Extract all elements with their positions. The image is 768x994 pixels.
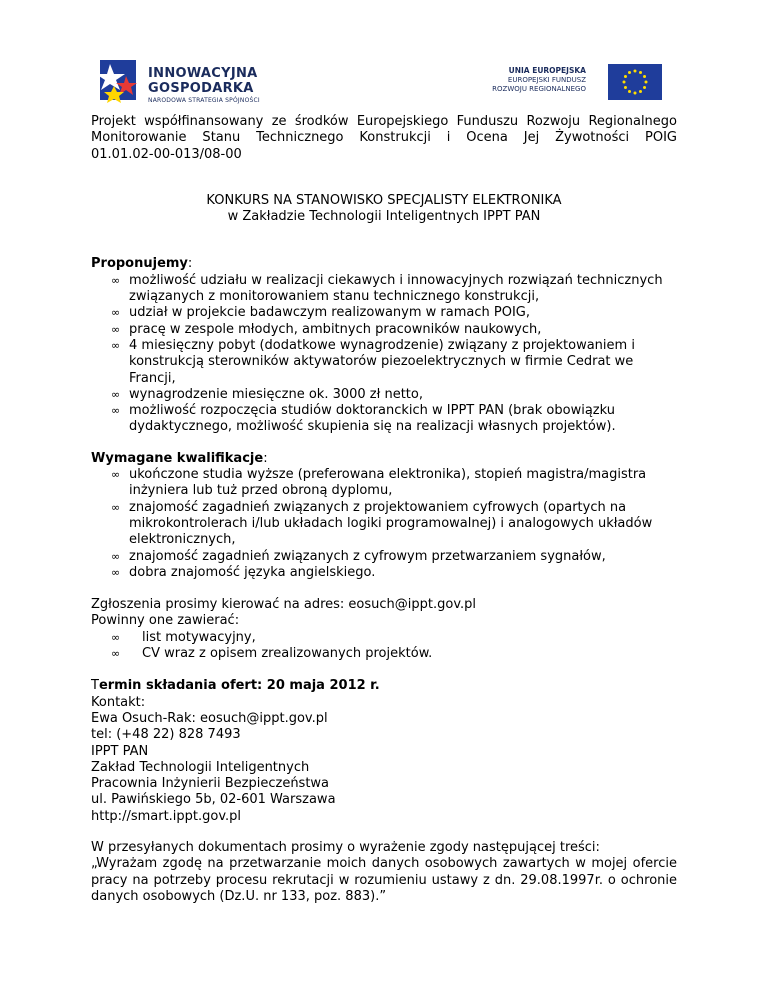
title-line1: KONKURS NA STANOWISKO SPECJALISTY ELEKTRONIKA: [206, 192, 562, 208]
contact-department: Zakład Technologii Inteligentnych: [91, 759, 310, 775]
contact-lab: Pracownia Inżynierii Bezpieczeństwa: [91, 776, 330, 792]
list-item-text: możliwość rozpoczęcia studiów doktoranckich w IPPT PAN (brak obowiązku dydaktycznego, możliwość skupienia się na realizacji własnych projektów).: [129, 403, 616, 435]
application-list: [91, 630, 677, 663]
eu-star-icon: [639, 90, 642, 93]
list-item: [91, 387, 677, 403]
list-item: [91, 565, 677, 581]
eu-star-icon: [628, 71, 631, 74]
eu-flag-icon: [608, 64, 662, 100]
ig-subtitle: NARODOWA STRATEGIA SPÓJNOŚCI: [148, 97, 260, 104]
requirements-heading: Wymagane kwalifikacje: [91, 450, 264, 466]
list-item: [91, 322, 677, 338]
intro-line1: Projekt współfinansowany ze środków Europejskiego Funduszu Rozwoju Regionalnego: [91, 114, 677, 129]
header-logos: [90, 52, 678, 112]
requirements-list: [91, 467, 677, 581]
list-item-text: wynagrodzenie miesięczne ok. 3000 zł netto,: [129, 386, 423, 402]
list-item-text: 4 miesięczny pobyt (dodatkowe wynagrodzenie) związany z projektowaniem i konstrukcją sterowników aktywatorów piezoelektrycznych w firmie Cedrat we Francji,: [129, 337, 635, 386]
offer-heading: Proponujemy: [91, 256, 188, 272]
contact-address: ul. Pawińskiego 5b, 02-601 Warszawa: [91, 792, 336, 808]
bullet-icon: ∞: [111, 630, 121, 644]
ig-title-line1: INNOWACYJNA: [148, 66, 258, 81]
contact-person: Ewa Osuch-Rak: eosuch@ippt.gov.pl: [91, 710, 328, 726]
eu-star-icon: [624, 75, 627, 78]
deadline-text: ermin składania ofert: 20 maja 2012 r.: [98, 678, 380, 694]
document-body: [91, 114, 677, 905]
list-item: [91, 500, 677, 549]
list-item: [91, 467, 677, 500]
eu-fund-line1: EUROPEJSKI FUNDUSZ: [507, 76, 586, 84]
list-item: [91, 630, 677, 646]
contact-website: http://smart.ippt.gov.pl: [91, 808, 242, 824]
list-item-text: znajomość zagadnień związanych z cyfrowym przetwarzaniem sygnałów,: [129, 548, 606, 564]
eu-star-icon: [634, 92, 637, 95]
offer-heading-row: [91, 256, 677, 272]
list-item-text: CV wraz z opisem zrealizowanych projektów.: [142, 646, 433, 662]
application-line2: Powinny one zawierać:: [91, 613, 240, 629]
requirements-heading-row: [91, 451, 677, 467]
bullet-icon: ∞: [111, 338, 121, 352]
offer-list: [91, 273, 677, 436]
contact-label: Kontakt:: [91, 694, 146, 710]
list-item: [91, 403, 677, 436]
contact-phone: tel: (+48 22) 828 7493: [91, 727, 241, 743]
eu-star-icon: [643, 86, 646, 89]
eu-star-icon: [628, 90, 631, 93]
intro-line2: Monitorowanie Stanu Technicznego Konstrukcji i Ocena Jej Żywotności POIG: [91, 130, 677, 146]
list-item-text: możliwość udziału w realizacji ciekawych i innowacyjnych rozwiązań technicznych związanych z monitorowaniem stanu technicznego konstrukcji,: [129, 272, 663, 305]
bullet-icon: ∞: [111, 500, 121, 514]
bullet-icon: ∞: [111, 565, 121, 579]
bullet-icon: ∞: [111, 322, 121, 336]
eu-fund-line2: ROZWOJU REGIONALNEGO: [492, 85, 586, 93]
list-item-text: ukończone studia wyższe (preferowana elektronika), stopień magistra/magistra inżyniera lub tuż przed obroną dyplomu,: [129, 467, 647, 499]
application-line1: Zgłoszenia prosimy kierować na adres: eosuch@ippt.gov.pl: [91, 597, 476, 613]
eu-title: UNIA EUROPEJSKA: [508, 66, 586, 75]
eu-star-icon: [634, 70, 637, 73]
list-item: [91, 305, 677, 321]
title-line2: w Zakładzie Technologii Inteligentnych IPPT PAN: [227, 209, 541, 225]
bullet-icon: ∞: [111, 549, 121, 563]
eu-star-icon: [645, 81, 648, 84]
bullet-icon: ∞: [111, 647, 121, 661]
list-item: [91, 338, 677, 387]
bullet-icon: ∞: [111, 468, 121, 482]
consent-text: „Wyrażam zgodę na przetwarzanie moich danych osobowych zawartych w mojej ofercie pracy na potrzeby procesu rekrutacji w rozumieniu ustawy z dn. 29.08.1997r. o ochronie danych osobowych (Dz.U. nr 133, poz. 883).”: [91, 856, 677, 904]
ig-title-line2: GOSPODARKA: [148, 81, 254, 96]
offer-heading-colon: :: [187, 256, 193, 272]
list-item-text: pracę w zespole młodych, ambitnych pracowników naukowych,: [129, 321, 542, 337]
eu-star-icon: [624, 86, 627, 89]
requirements-heading-colon: :: [263, 450, 268, 466]
list-item-text: udział w projekcie badawczym realizowanym w ramach POIG,: [129, 305, 530, 321]
eu-star-icon: [623, 81, 626, 84]
list-item-text: znajomość zagadnień związanych z projektowaniem cyfrowych (opartych na mikrokontrolerach i/lub układach logiki programowalnej) i analogowych układów elektronicznych,: [129, 499, 653, 548]
innowacyjna-gospodarka-logo: [96, 52, 296, 108]
list-item: [91, 273, 677, 306]
bullet-icon: ∞: [111, 387, 121, 401]
bullet-icon: ∞: [111, 273, 121, 287]
bullet-icon: ∞: [111, 306, 121, 320]
consent-intro: W przesyłanych dokumentach prosimy o wyrażenie zgody następującej treści:: [91, 839, 600, 855]
intro-line3: 01.01.02-00-013/08-00: [91, 146, 242, 162]
deadline: [91, 678, 677, 694]
eu-logo: [492, 52, 678, 108]
eu-star-icon: [643, 75, 646, 78]
list-item-text: list motywacyjny,: [142, 629, 256, 645]
eu-star-icon: [639, 71, 642, 74]
list-item-text: dobra znajomość języka angielskiego.: [129, 564, 376, 580]
bullet-icon: ∞: [111, 404, 121, 418]
contact-institute: IPPT PAN: [91, 743, 149, 759]
deadline-prefix: T: [91, 678, 99, 694]
list-item: [91, 646, 677, 662]
star-logo-icon: [96, 56, 144, 106]
list-item: [91, 549, 677, 565]
